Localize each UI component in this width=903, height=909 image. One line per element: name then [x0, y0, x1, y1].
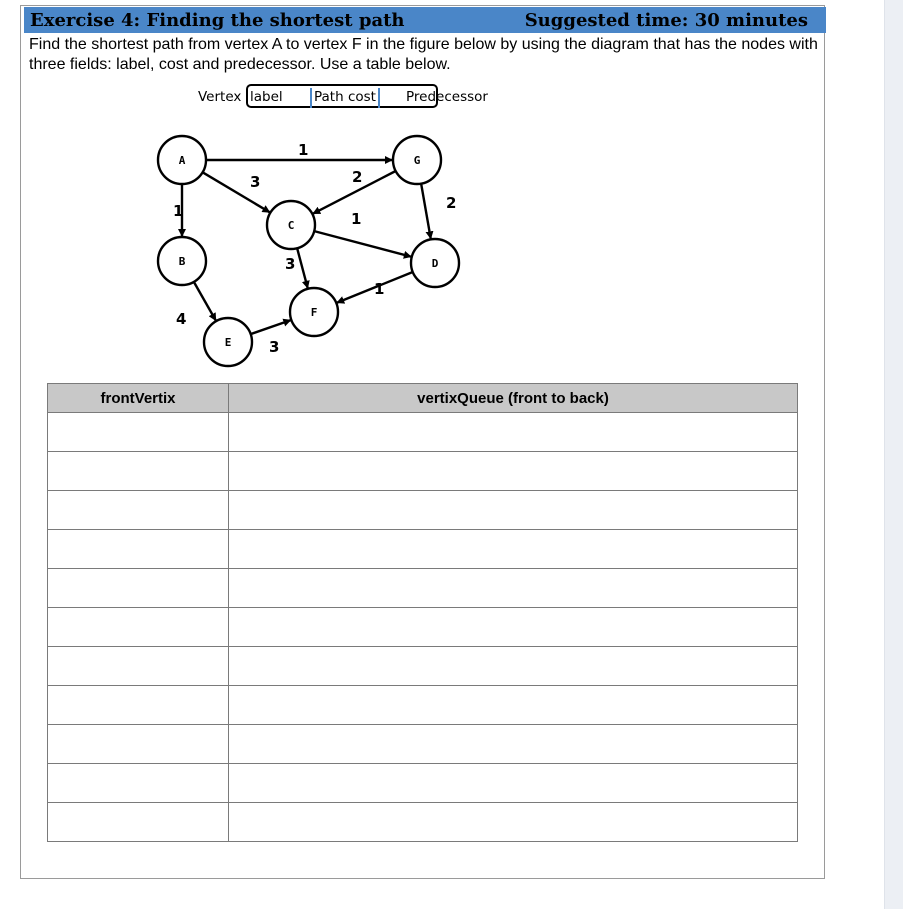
- edge-weight-d-f: 1: [374, 280, 385, 298]
- table-header-row: [48, 384, 798, 413]
- node-label-g: G: [413, 154, 421, 167]
- edge-e-f: [251, 320, 291, 334]
- edge-g-d: [421, 184, 431, 239]
- edge-weight-c-d: 1: [351, 210, 362, 228]
- edge-weight-e-f: 3: [269, 338, 280, 356]
- legend-vertex: Vertex: [198, 89, 242, 105]
- table-row: [48, 491, 798, 530]
- vertex-queue-cell[interactable]: [229, 569, 798, 608]
- edge-weight-a-b: 1: [173, 202, 184, 220]
- front-vertex-cell[interactable]: [48, 452, 229, 491]
- header-front-vertex: frontVertix: [48, 384, 229, 413]
- table-row: [48, 530, 798, 569]
- legend-predecessor: Predecessor: [406, 89, 488, 105]
- node-label-f: F: [310, 306, 318, 319]
- legend-path-cost: Path cost: [314, 89, 376, 105]
- scrollbar-track[interactable]: [884, 0, 903, 909]
- edge-weight-a-c: 3: [250, 173, 261, 191]
- node-label-d: D: [431, 257, 439, 270]
- table-row: [48, 413, 798, 452]
- table-row: [48, 725, 798, 764]
- exercise-header: [24, 7, 826, 33]
- front-vertex-cell[interactable]: [48, 530, 229, 569]
- edge-weight-a-g: 1: [298, 141, 309, 159]
- node-label-b: B: [178, 255, 186, 268]
- graph-nodes: [158, 136, 459, 366]
- vertex-queue-cell[interactable]: [229, 725, 798, 764]
- table-row: [48, 608, 798, 647]
- vertex-queue-cell[interactable]: [229, 803, 798, 842]
- node-label-a: A: [178, 154, 186, 167]
- front-vertex-cell[interactable]: [48, 725, 229, 764]
- edge-weight-b-e: 4: [176, 310, 187, 328]
- vertex-queue-cell[interactable]: [229, 686, 798, 725]
- front-vertex-cell[interactable]: [48, 491, 229, 530]
- vertex-queue-cell[interactable]: [229, 647, 798, 686]
- vertex-queue-cell[interactable]: [229, 491, 798, 530]
- vertex-queue-cell[interactable]: [229, 413, 798, 452]
- exercise-title: Exercise 4: Finding the shortest path: [30, 9, 405, 31]
- edge-weight-c-f: 3: [285, 255, 296, 273]
- edge-c-f: [297, 248, 307, 288]
- front-vertex-cell[interactable]: [48, 803, 229, 842]
- table-row: [48, 569, 798, 608]
- front-vertex-cell[interactable]: [48, 764, 229, 803]
- bfs-table: [47, 383, 798, 842]
- vertex-queue-cell[interactable]: [229, 452, 798, 491]
- front-vertex-cell[interactable]: [48, 608, 229, 647]
- header-vertex-queue: vertixQueue (front to back): [229, 384, 798, 413]
- table-row: [48, 686, 798, 725]
- weighted-graph: [140, 125, 480, 370]
- node-label-e: E: [224, 336, 232, 349]
- node-label-c: C: [287, 219, 295, 232]
- table-row: [48, 803, 798, 842]
- legend-label: label: [250, 89, 283, 105]
- edge-weight-g-d: 2: [446, 194, 457, 212]
- legend-divider: [378, 88, 380, 108]
- front-vertex-cell[interactable]: [48, 647, 229, 686]
- table-row: [48, 452, 798, 491]
- vertex-queue-cell[interactable]: [229, 764, 798, 803]
- front-vertex-cell[interactable]: [48, 569, 229, 608]
- edge-weight-g-c: 2: [352, 168, 363, 186]
- edge-b-e: [194, 282, 216, 320]
- node-fields-legend: [198, 84, 498, 110]
- table-row: [48, 764, 798, 803]
- front-vertex-cell[interactable]: [48, 413, 229, 452]
- table-row: [48, 647, 798, 686]
- instructions-text: Find the shortest path from vertex A to vertex F in the figure below by using the diagram that has the nodes with three fields: label, cost and predecessor. Use a table below.: [29, 36, 818, 73]
- suggested-time: Suggested time: 30 minutes: [524, 9, 808, 31]
- front-vertex-cell[interactable]: [48, 686, 229, 725]
- vertex-queue-cell[interactable]: [229, 608, 798, 647]
- edge-c-d: [314, 231, 411, 256]
- legend-divider: [310, 88, 312, 108]
- vertex-queue-cell[interactable]: [229, 530, 798, 569]
